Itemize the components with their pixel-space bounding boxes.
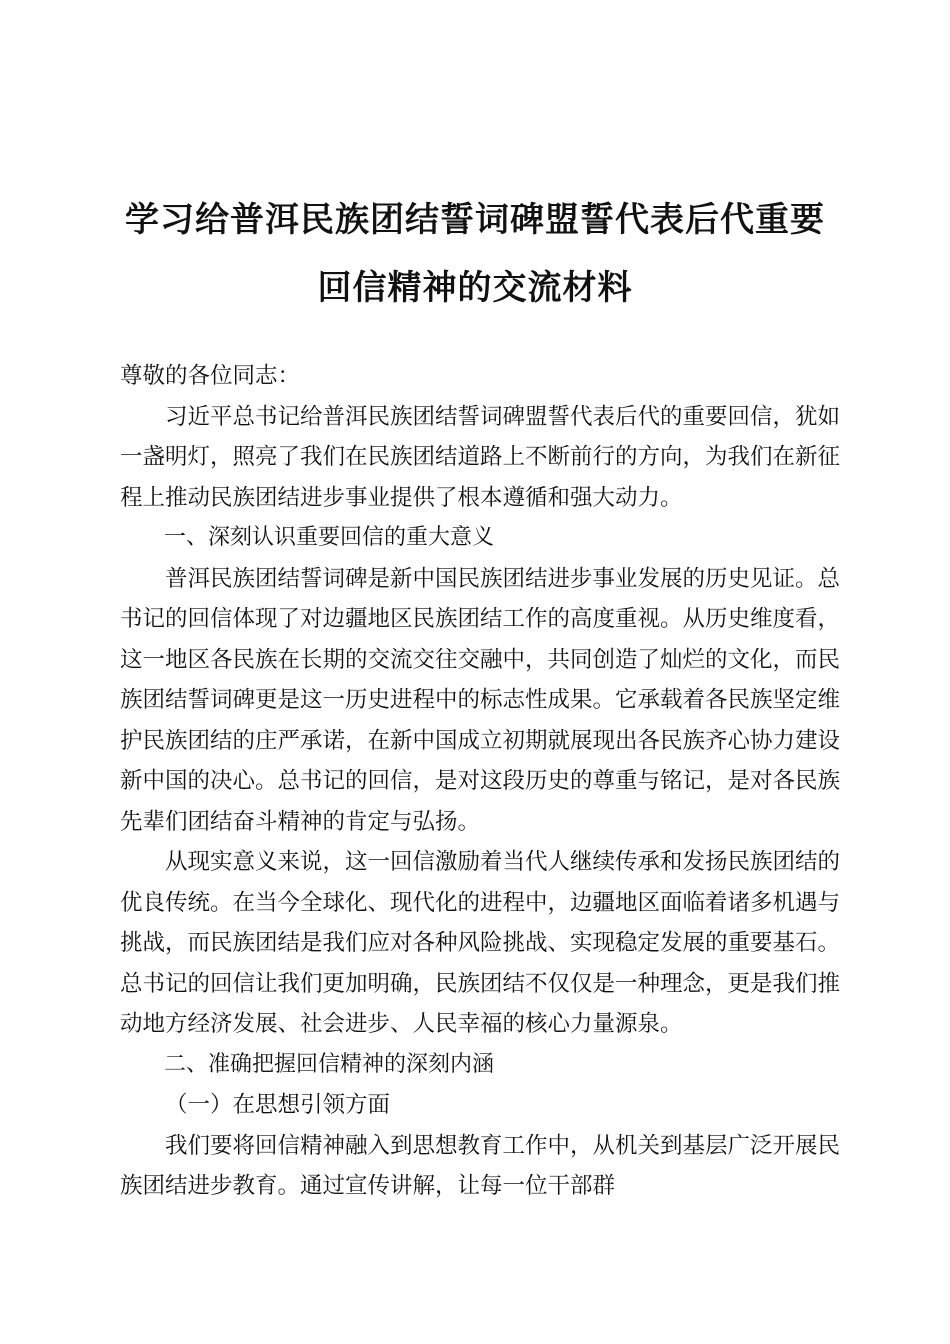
document-title-line-1: 学习给普洱民族团结誓词碑盟誓代表后代重要	[125, 200, 825, 240]
section-heading-1: 一、深刻认识重要回信的重大意义	[164, 525, 495, 550]
subsection-heading-1: （一）在思想引领方面	[165, 1092, 391, 1118]
body-paragraph: 我们要将回信精神融入到思想教育工作中，从机关到基层广泛开展民族团结进步教育。通过宣传讲解，让每一位干部群	[120, 1132, 841, 1199]
intro-paragraph: 习近平总书记给普洱民族团结誓词碑盟誓代表后代的重要回信，犹如一盏明灯，照亮了我们在民族团结道路上不断前行的方向，为我们在新征程上推动民族团结进步事业提供了根本遵循和强大动力。	[120, 403, 841, 511]
document-body	[120, 356, 840, 1207]
body-paragraph: 普洱民族团结誓词碑是新中国民族团结进步事业发展的历史见证。总书记的回信体现了对边疆地区民族团结工作的高度重视。从历史维度看，这一地区各民族在长期的交流交往交融中，共同创造了灿烂的文化，而民族团结誓词碑更是这一历史进程中的标志性成果。它承载着各民族坚定维护民族团结的庄严承诺，在新中国成立初期就展现出各民族齐心协力建设新中国的决心。总书记的回信，是对这段历史的尊重与铭记，是对各民族先辈们团结奋斗精神的肯定与弘扬。	[120, 565, 841, 835]
body-paragraph: 从现实意义来说，这一回信激励着当代人继续传承和发扬民族团结的优良传统。在当今全球化、现代化的进程中，边疆地区面临着诸多机遇与挑战，而民族团结是我们应对各种风险挑战、实现稳定发展的重要基石。总书记的回信让我们更加明确，民族团结不仅仅是一种理念，更是我们推动地方经济发展、社会进步、人民幸福的核心力量源泉。	[120, 849, 841, 1037]
section-heading-2: 二、准确把握回信精神的深刻内涵	[164, 1051, 495, 1077]
salutation: 尊敬的各位同志：	[120, 363, 301, 389]
document-title-line-2: 回信精神的交流材料	[317, 268, 633, 308]
